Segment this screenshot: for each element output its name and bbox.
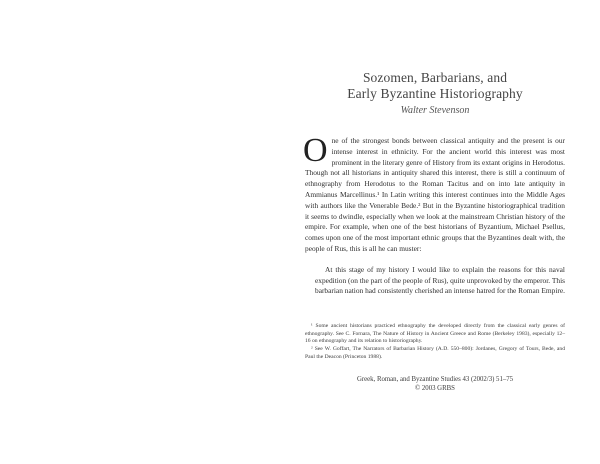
citation-line-1: Greek, Roman, and Byzantine Studies 43 (2002/3) 51–75 [356,376,514,384]
paragraph-1 [303,132,565,255]
footnotes [305,323,565,361]
footnote-2: ² See W. Goffart, The Narrators of Barbarian History (A.D. 550–800): Jordanes, Gregory of Tours, Bede, and Paul the Deacon (Princeton 1988). [305,346,565,360]
footnote-1: ¹ Some ancient historians practiced ethnography the developed directly from the classical early genres of ethnography. See C. Fornara, The Nature of History in Ancient Greece and Rome (Berkeley 1983), especially 12–16 on ethnography and its relation to historiography. [305,323,565,344]
block-quote: At this stage of my history I would like to explain the reasons for this naval expedition (on the part of the people of Rus), quite unprovoked by the emperor. This barbarian nation had consistently cherished an intense hatred for the Roman Empire. [315,264,565,296]
title-line-2: Early Byzantine Historiography [347,86,523,101]
author-name: Walter Stevenson [400,105,470,116]
citation-line-2: © 2003 GRBS [415,385,455,393]
paragraph-1-text: ne of the strongest bonds between classical antiquity and the present is our intense interest in ethnicity. For the ancient world this interest was most prominent in the literary genre of History from its extant origins in Herodotus. Though not all historians in antiquity shared this interest, there is still a continuum of ethnography from Herodotus to the Roman Tacitus and on into late antiquity in Ammianus Marcellinus.¹ In Latin writing this interest continues into the Middle Ages with authors like the Venerable Bede.² But in the Byzantine historiographical tradition it seems to dwindle, especially when we look at the mainstream Christian history of the empire. For example, when one of the best historians of Byzantium, Michael Psellus, comes upon one of the most important ethnic groups that the Byzantines dealt with, the people of Rus, this is all he can muster: [305,136,565,253]
article-title [305,70,565,102]
article-page [305,70,565,393]
journal-citation [305,375,565,393]
title-line-1: Sozomen, Barbarians, and [362,70,508,85]
drop-cap: O [303,132,328,169]
